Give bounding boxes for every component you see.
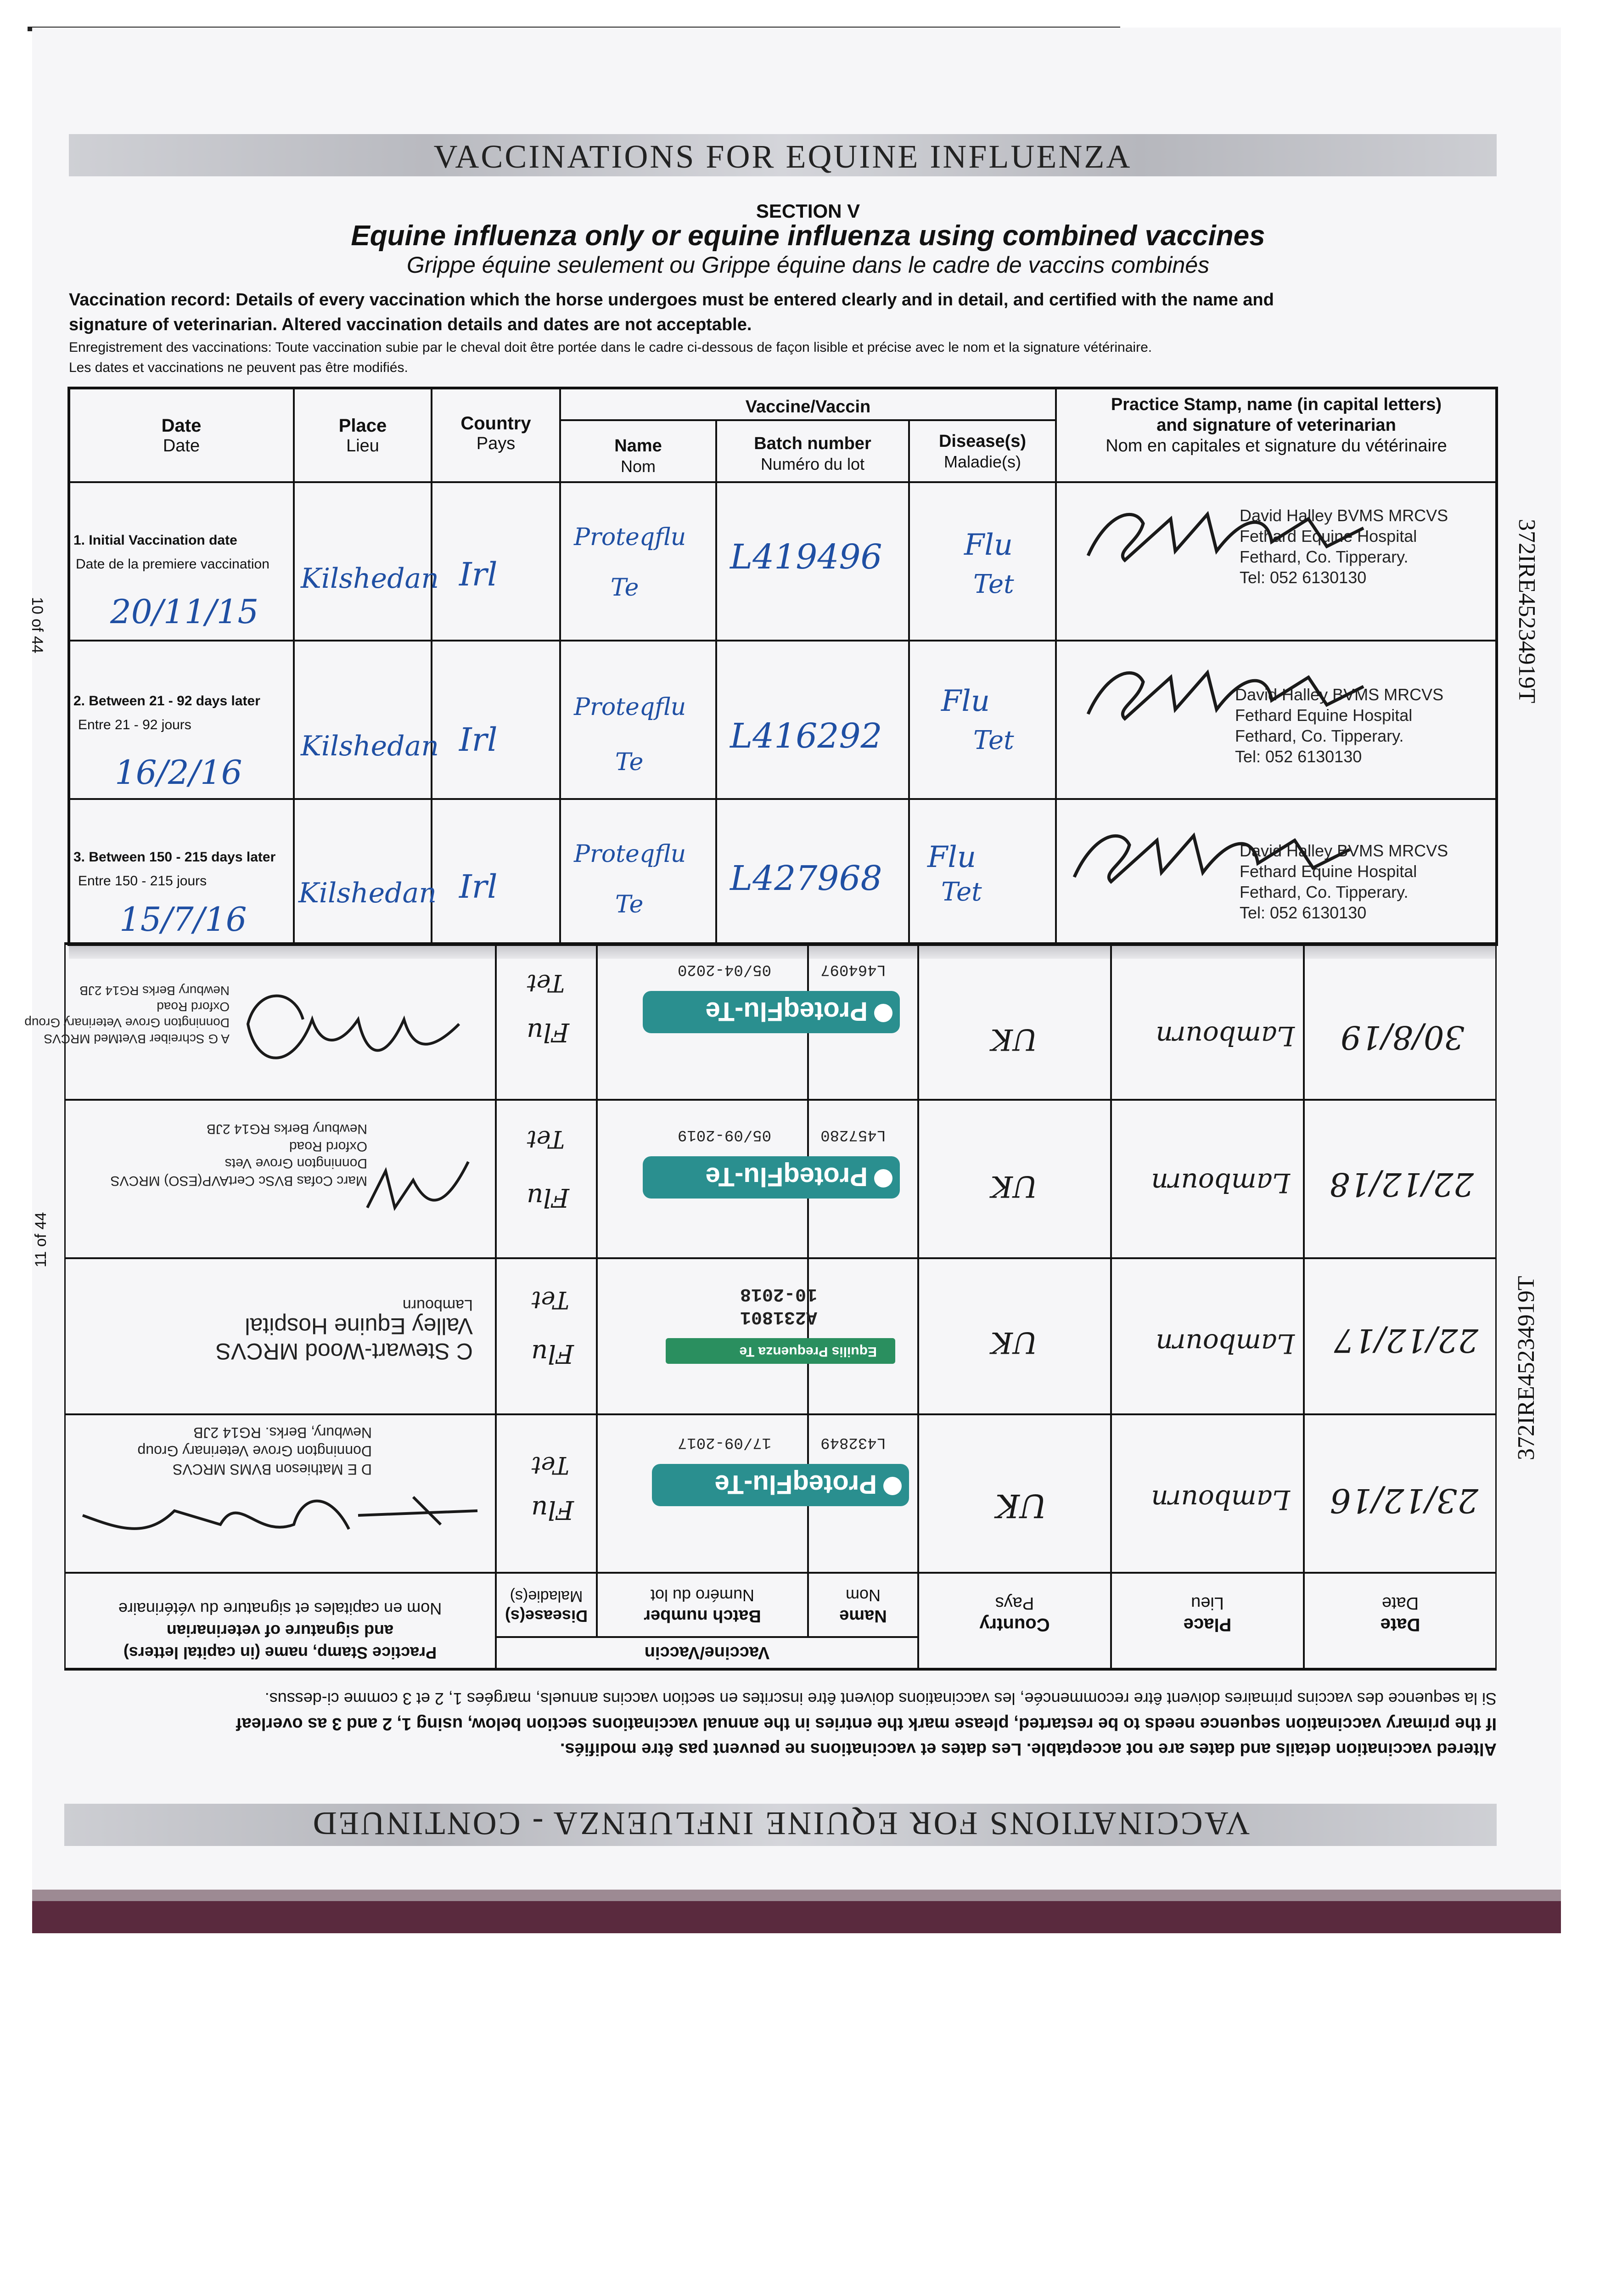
row1-name-1: Proteqflu	[574, 523, 686, 551]
section-title-fr: Grippe équine seulement ou Grippe équine dans le cadre de vaccins combinés	[406, 252, 1210, 278]
section-title-en: Equine influenza only or equine influenza using combined vaccines	[351, 220, 1265, 252]
row2-stamp-line3: Fethard, Co. Tipperary.	[1235, 726, 1404, 745]
row1-disease-2: Tet	[973, 569, 1014, 599]
brow4-stamp-line4: Newbury Berks RG14 2JB	[79, 984, 230, 998]
passport-number-top: 372IRE45234919T	[1514, 519, 1540, 703]
row2-label-fr: Entre 21 - 92 jours	[78, 717, 191, 732]
brow3-stamp-line4: Newbury Berks RG14 2JB	[206, 1121, 367, 1137]
bth-country-fr: Pays	[995, 1593, 1034, 1613]
bth-name-fr: Nom	[846, 1586, 881, 1605]
brow4-stamp-line2: Donnington Grove Veterinary Group	[24, 1016, 230, 1030]
brow2-stamp-line2: Valley Equine Hospital	[245, 1313, 473, 1339]
row2-signature	[1070, 645, 1391, 737]
brow1-date: 23/12/16	[1330, 1481, 1478, 1520]
section-label: SECTION V	[756, 200, 860, 222]
row1-disease-1: Flu	[964, 528, 1013, 562]
brow1-exp: 17/09-2017	[677, 1434, 771, 1451]
brow2-stamp-line3: Lambourn	[402, 1296, 473, 1314]
bth-place: Place	[1183, 1615, 1232, 1635]
brow2-disease-2: Tet	[531, 1286, 569, 1313]
brow2-sticker-text: Equilis Prequenza Te	[739, 1344, 877, 1359]
row2-disease-2: Tet	[973, 726, 1014, 755]
brow4-stamp	[24, 983, 230, 1047]
brow1-stamp-line1: D E Mathieson BVMS MRCVS	[173, 1461, 372, 1478]
th-name: Name	[614, 436, 662, 456]
instructions-line4: Les dates et vaccinations ne peuvent pas être modifiés.	[69, 360, 408, 375]
brow1-stamp	[137, 1424, 372, 1479]
bth-country: Country	[979, 1615, 1050, 1635]
brow1-sticker-text: ProteqFlu-Te	[714, 1469, 877, 1499]
bottom-banner-title: VACCINATIONS FOR EQUINE INFLUENZA - CONTINUED	[311, 1805, 1250, 1842]
bth-batch: Batch number	[644, 1606, 761, 1626]
passport-number-bottom: 372IRE45234919T	[1513, 1276, 1539, 1460]
row2-stamp-line2: Fethard Equine Hospital	[1235, 706, 1413, 725]
row2-batch: L416292	[730, 716, 882, 756]
brow2-exp: 10-2018	[740, 1283, 817, 1304]
page-number-bottom: 11 of 44	[32, 1212, 50, 1267]
row3-name-1: Proteqflu	[574, 840, 686, 868]
bth-stamp-1: Practice Stamp, name (in capital letters)	[123, 1643, 437, 1662]
brow2-date: 22/12/17	[1334, 1322, 1478, 1359]
row3-country: Irl	[459, 868, 498, 906]
bottom-instr-2: If the primary vaccination sequence needs to be restarted, please mark the entries in the annual vaccinations section below, using 1, 2 and 3 as overleaf	[236, 1714, 1497, 1733]
th-country: Country	[460, 413, 531, 433]
brow3-place: Lambourn	[1151, 1167, 1290, 1199]
brow1-vaccine-sticker	[652, 1464, 909, 1506]
row2-name-2: Te	[615, 748, 644, 776]
row1-label: 1. Initial Vaccination date	[73, 533, 237, 548]
brow3-exp: 05/09-2019	[677, 1126, 771, 1143]
row1-label-fr: Date de la premiere vaccination	[76, 557, 269, 572]
row2-label: 2. Between 21 - 92 days later	[73, 693, 260, 709]
row3-label: 3. Between 150 - 215 days later	[73, 850, 276, 865]
brow4-vaccine-sticker	[643, 991, 900, 1033]
brow3-stamp	[110, 1120, 367, 1189]
brow1-disease-1: Flu	[531, 1495, 574, 1525]
bth-vaccine: Vaccine/Vaccin	[644, 1643, 770, 1662]
brow3-disease-2: Tet	[527, 1125, 565, 1153]
bth-disease-fr: Maladie(s)	[510, 1587, 583, 1605]
brow2-disease-1: Flu	[531, 1339, 574, 1368]
brow3-disease-1: Flu	[527, 1182, 569, 1212]
row3-disease-1: Flu	[927, 840, 977, 874]
row1-stamp-line3: Fethard, Co. Tipperary.	[1240, 547, 1409, 566]
brow4-sticker-text: ProteqFlu-Te	[705, 996, 868, 1026]
row2-place: Kilshedan	[301, 730, 439, 762]
bth-place-fr: Lieu	[1191, 1593, 1224, 1613]
row3-name-2: Te	[615, 891, 644, 918]
bth-name: Name	[839, 1606, 887, 1626]
brow2-lot: A231801	[740, 1306, 817, 1327]
th-vaccine: Vaccine/Vaccin	[745, 397, 871, 416]
brow3-sticker-text: ProteqFlu-Te	[705, 1162, 868, 1192]
th-stamp-2: and signature of veterinarian	[1156, 416, 1396, 435]
bth-date-fr: Date	[1381, 1593, 1419, 1613]
brow4-exp: 05/04-2020	[677, 961, 771, 978]
brow3-sticker-icon	[874, 1169, 892, 1187]
brow3-vaccine-sticker	[643, 1156, 900, 1199]
bth-date: Date	[1380, 1615, 1420, 1635]
brow1-country: UK	[995, 1487, 1047, 1525]
row3-place: Kilshedan	[298, 877, 437, 909]
row1-name-2: Te	[611, 574, 639, 602]
row3-stamp-line1: David Halley BVMS MRCVS	[1240, 841, 1448, 860]
th-batch: Batch number	[754, 434, 871, 453]
brow1-disease-2: Tet	[531, 1451, 569, 1479]
top-banner-title: VACCINATIONS FOR EQUINE INFLUENZA	[433, 138, 1132, 175]
row1-date: 20/11/15	[110, 592, 259, 631]
bth-stamp-2: and signature of veterinarian	[166, 1621, 394, 1640]
bth-disease: Disease(s)	[505, 1607, 588, 1626]
brow1-stamp-line2: Donnington Grove Veterinary Group	[137, 1443, 372, 1459]
page-bottom-edge	[32, 1901, 1561, 1933]
brow2-stamp	[216, 1296, 473, 1364]
brow3-signature	[349, 1143, 487, 1235]
bth-stamp-3: Nom en capitales et signature du vétérinaire	[118, 1599, 442, 1618]
row3-stamp-line2: Fethard Equine Hospital	[1240, 862, 1417, 881]
brow3-date: 22/12/18	[1329, 1165, 1474, 1203]
th-country-fr: Pays	[476, 434, 516, 453]
row1-place: Kilshedan	[301, 563, 439, 595]
instructions-line2: signature of veterinarian. Altered vaccination details and dates are not acceptable.	[69, 315, 752, 334]
brow4-signature	[230, 969, 487, 1088]
brow4-disease-1: Flu	[527, 1017, 569, 1047]
brow1-lot: L432849	[820, 1434, 886, 1451]
brow2-stamp-line1: C Stewart-Wood MRCVS	[215, 1339, 473, 1364]
th-name-fr: Nom	[620, 457, 656, 476]
row3-stamp-line4: Tel: 052 6130130	[1240, 903, 1367, 922]
bottom-section	[24, 941, 1539, 1846]
row3-date: 15/7/16	[119, 900, 247, 939]
brow4-country: UK	[991, 1022, 1038, 1056]
brow3-stamp-line2: Donnington Grove Vets	[224, 1156, 367, 1171]
brow1-signature	[64, 1474, 496, 1566]
row2-stamp-line1: David Halley BVMS MRCVS	[1235, 685, 1444, 704]
row3-label-fr: Entre 150 - 215 jours	[78, 873, 207, 889]
brow1-stamp-line3: Newbury, Berks. RG14 2JB	[193, 1424, 372, 1441]
th-date: Date	[161, 416, 202, 436]
brow3-country: UK	[991, 1169, 1038, 1203]
th-batch-fr: Numéro du lot	[760, 455, 865, 473]
brow4-lot: L464097	[820, 961, 886, 978]
th-disease: Disease(s)	[938, 432, 1027, 451]
row1-signature	[1070, 487, 1391, 579]
row2-disease-1: Flu	[941, 684, 990, 718]
brow4-stamp-line3: Oxford Road	[157, 1000, 230, 1014]
brow4-stamp-line1: A G Schreiber BVetMed MRCVS	[44, 1032, 230, 1046]
brow2-vaccine-sticker	[666, 1338, 895, 1364]
brow1-sticker-icon	[883, 1477, 902, 1495]
row3-stamp-line3: Fethard, Co. Tipperary.	[1240, 883, 1409, 901]
row3-batch: L427968	[730, 859, 882, 898]
page-number-top: 10 of 44	[28, 597, 46, 653]
instructions-line3: Enregistrement des vaccinations: Toute vaccination subie par le cheval doit être portée dans le cadre ci-dessous de façon lisible et précise avec le nom et la signature vétérinaire.	[69, 340, 1152, 355]
th-stamp-3: Nom en capitales et signature du vétérinaire	[1106, 436, 1447, 456]
brow1-place: Lambourn	[1151, 1484, 1290, 1515]
bottom-instr-3: Si la sequence des vaccins primaires doivent être recommencée, les vaccinations doivent être inscrites en section vaccins annuels, margées 1, 2 et 3 comme ci-dessus.	[264, 1689, 1497, 1708]
th-place-fr: Lieu	[346, 436, 379, 456]
bottom-instr-1: Altered vaccination details and dates are not acceptable. Les dates et vaccinations ne peuvent pas être modifiés.	[560, 1739, 1497, 1759]
row2-date: 16/2/16	[115, 753, 242, 792]
brow3-lot: L457280	[820, 1126, 886, 1143]
row3-disease-2: Tet	[941, 877, 982, 907]
row1-stamp-line4: Tel: 052 6130130	[1240, 568, 1367, 587]
brow4-date: 30/8/19	[1341, 1019, 1465, 1056]
brow2-place: Lambourn	[1156, 1328, 1295, 1359]
bth-batch-fr: Numéro du lot	[650, 1586, 755, 1605]
row1-batch: L419496	[730, 537, 882, 577]
brow4-place: Lambourn	[1156, 1020, 1295, 1052]
row1-country: Irl	[459, 556, 498, 593]
row2-country: Irl	[459, 721, 498, 759]
th-disease-fr: Maladie(s)	[943, 452, 1021, 471]
row2-stamp-line4: Tel: 052 6130130	[1235, 747, 1362, 766]
brow3-stamp-line1: Marc Cofas BVSc CertAVP(ESO) MRCVS	[110, 1173, 367, 1188]
brow4-sticker-icon	[874, 1004, 892, 1022]
instructions-line1: Vaccination record: Details of every vaccination which the horse undergoes must be entered clearly and in detail, and certified with the name and	[69, 290, 1274, 310]
th-place: Place	[338, 416, 387, 436]
th-date-fr: Date	[163, 436, 200, 456]
row2-name-1: Proteqflu	[574, 693, 686, 721]
brow3-stamp-line3: Oxford Road	[289, 1139, 367, 1154]
brow4-disease-2: Tet	[527, 969, 565, 996]
th-stamp-1: Practice Stamp, name (in capital letters)	[1111, 395, 1442, 414]
row1-stamp-line2: Fethard Equine Hospital	[1240, 527, 1417, 546]
row3-signature	[1056, 808, 1377, 900]
row1-stamp-line1: David Halley BVMS MRCVS	[1240, 506, 1448, 525]
brow2-country: UK	[991, 1325, 1038, 1359]
